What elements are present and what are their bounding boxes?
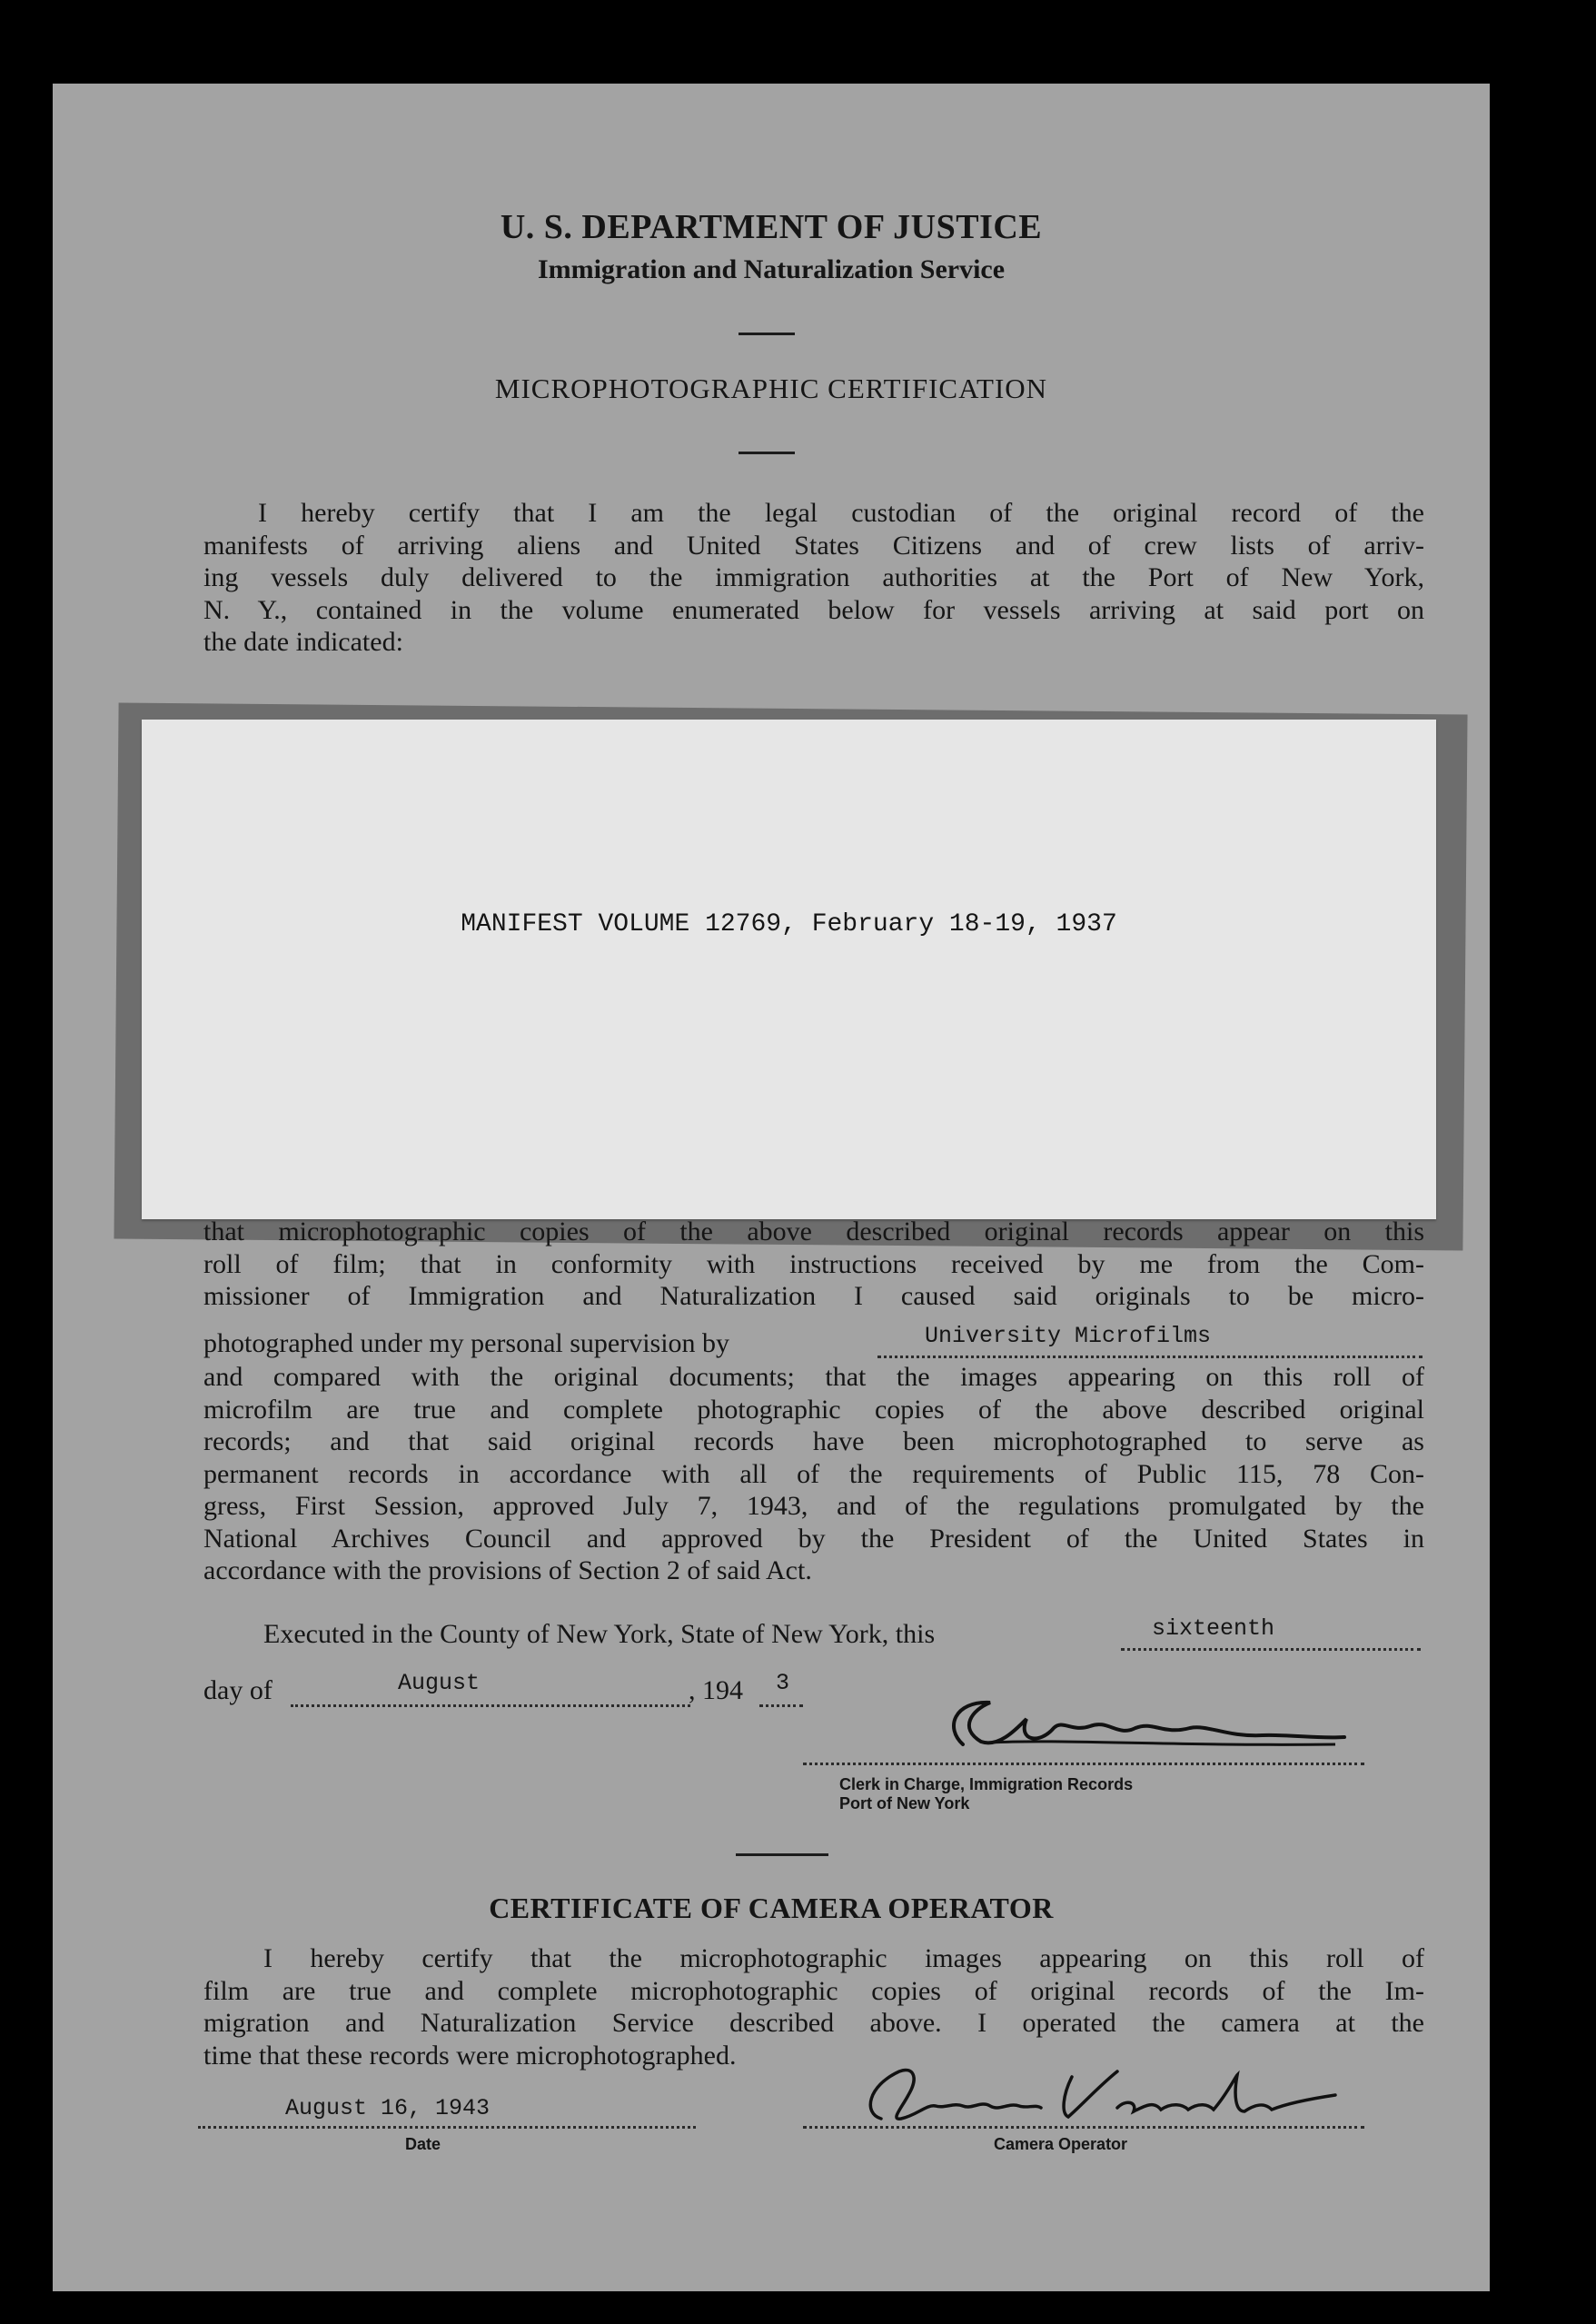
camera-date-value: August 16, 1943	[285, 2095, 491, 2121]
divider-rule	[736, 1853, 828, 1856]
clerk-title-line: Clerk in Charge, Immigration Records	[839, 1775, 1134, 1793]
department-title: U. S. DEPARTMENT OF JUSTICE	[500, 208, 1043, 246]
day-blank	[1121, 1648, 1421, 1651]
camera-operator-label: Camera Operator	[994, 2135, 1128, 2153]
camera-line: time that these records were microphotographed.	[203, 2040, 737, 2071]
camera-paragraph	[203, 1942, 1424, 2071]
intro-line: ing vessels duly delivered to the immigration authorities at the Port of New York,	[203, 562, 1424, 592]
divider-rule	[739, 452, 795, 454]
body-line: records; and that said original records have been microphotographed to serve as	[203, 1426, 1424, 1456]
service-subtitle: Immigration and Naturalization Service	[537, 254, 1006, 284]
intro-line: the date indicated:	[203, 627, 403, 657]
manifest-volume-label: MANIFEST VOLUME 12769, February 18-19, 1937	[461, 910, 1117, 939]
intro-paragraph	[203, 497, 1424, 659]
certification-title: MICROPHOTOGRAPHIC CERTIFICATION	[494, 372, 1048, 404]
year-digit: 3	[776, 1670, 790, 1696]
camera-line: film are true and complete microphotographic copies of original records of the Im-	[203, 1975, 1424, 2006]
body-paragraph-a	[203, 1216, 1424, 1313]
body-paragraph-b	[203, 1361, 1424, 1587]
supervision-value: University Microfilms	[925, 1323, 1212, 1349]
month-blank	[291, 1704, 690, 1707]
day-value: sixteenth	[1152, 1615, 1275, 1642]
camera-line: migration and Naturalization Service described above. I operated the camera at the	[203, 2008, 1424, 2038]
intro-line: I hereby certify that I am the legal custodian of the original record of the	[258, 498, 1424, 528]
intro-line: manifests of arriving aliens and United States Citizens and of crew lists of arriv-	[203, 530, 1424, 561]
camera-line: I hereby certify that the microphotographic images appearing on this roll of	[263, 1943, 1424, 1973]
year-blank	[759, 1704, 803, 1707]
body-line: National Archives Council and approved by the President of the United States in	[203, 1523, 1424, 1554]
operator-signature	[845, 2059, 1353, 2131]
divider-rule	[739, 333, 795, 335]
body-line: missioner of Immigration and Naturalization I caused said originals to be micro-	[203, 1281, 1424, 1311]
day-of-label: day of	[203, 1675, 273, 1705]
month-value: August	[398, 1670, 481, 1696]
body-line: accordance with the provisions of Section 2 of said Act.	[203, 1555, 812, 1585]
supervision-blank	[877, 1356, 1423, 1358]
body-line: microfilm are true and complete photographic copies of the above described original	[203, 1394, 1424, 1425]
manifest-card	[142, 720, 1436, 1219]
body-line: roll of film; that in conformity with instructions received by me from the Com-	[203, 1248, 1424, 1279]
year-prefix: , 194	[689, 1675, 743, 1705]
body-line: gress, First Session, approved July 7, 1943, and of the regulations promulgated by the	[203, 1491, 1424, 1521]
body-line: and compared with the original documents; that the images appearing on this roll of	[203, 1362, 1424, 1392]
operator-signature-line	[803, 2126, 1364, 2129]
clerk-signature	[881, 1692, 1353, 1764]
clerk-signature-line	[803, 1763, 1364, 1765]
date-label: Date	[405, 2135, 441, 2153]
body-line: permanent records in accordance with all of the requirements of Public 115, 78 Con-	[203, 1458, 1424, 1489]
date-line	[198, 2126, 696, 2129]
camera-certificate-title: CERTIFICATE OF CAMERA OPERATOR	[489, 1892, 1054, 1924]
intro-line: N. Y., contained in the volume enumerated below for vessels arriving at said port on	[203, 594, 1424, 625]
clerk-title	[839, 1775, 1133, 1813]
body-line: that microphotographic copies of the above described original records appear on this	[203, 1217, 1424, 1246]
supervision-prefix: photographed under my personal supervision by	[203, 1328, 730, 1358]
certificate-page	[53, 84, 1490, 2291]
executed-prefix: Executed in the County of New York, State of New York, this	[263, 1619, 936, 1649]
clerk-title-line: Port of New York	[839, 1794, 970, 1813]
